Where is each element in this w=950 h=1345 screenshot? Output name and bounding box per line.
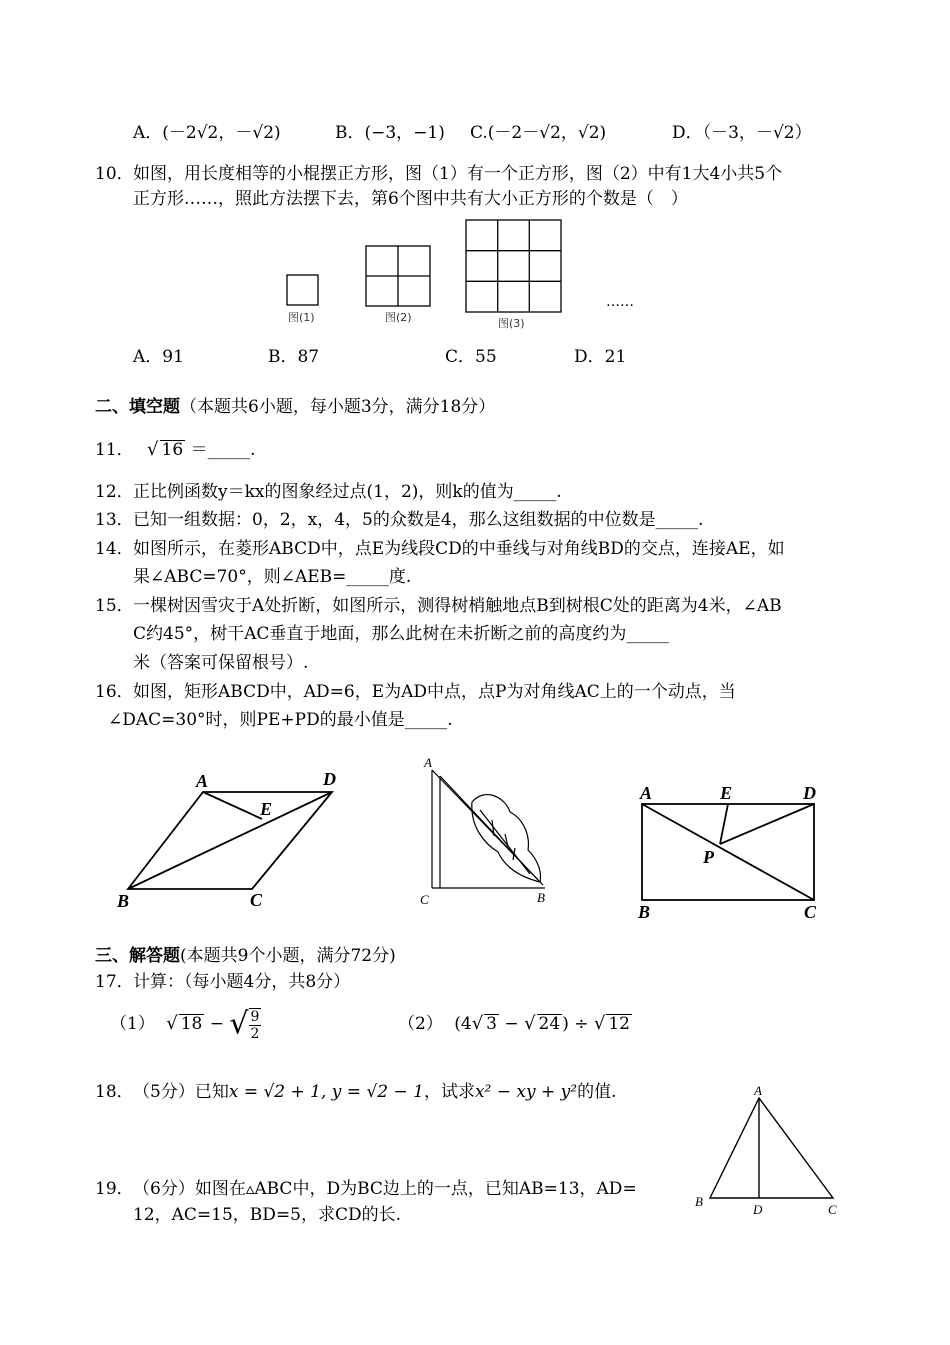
tri-label-a: A [754,1083,762,1098]
q11-sqrt: √ 16 [147,439,184,460]
q18-expression: x² − xy + y² [474,1082,578,1102]
q19-line1: （6分）如图在▵ABC中，D为BC边上的一点，已知AB=13，AD= [133,1179,637,1199]
q15-line2: C约45°，树干AC垂直于地面，那么此树在未折断之前的高度约为_____ [133,624,669,644]
rectangle-figure [630,780,830,925]
square-pattern-figures [280,215,580,330]
q18-suffix: 的值. [577,1082,617,1102]
rect-label-d: D [803,783,816,803]
q14-line2: 果∠ABC=70°，则∠AEB=_____度. [133,567,412,587]
q9-option-c: C.(－2－√2，√2) [470,123,607,143]
q9-option-d: D．（－3，－√2） [672,123,812,143]
q17-part2-radicand12: 12 [608,1014,630,1034]
q18-body [133,1080,617,1104]
q10-option-b: B．87 [268,347,320,367]
q9-option-a: A．(－2√2，－√2) [133,123,281,143]
rhombus-label-d: D [323,769,336,789]
section3-note: (本题共9个小题，满分72分) [180,946,396,966]
q9-option-b: B．(−3，−1) [335,123,445,143]
q11-number: 11． [95,440,134,460]
q17-part2-divide: ) ÷ [562,1014,594,1034]
q17-part2-label: （2） [398,1014,443,1034]
q10-option-c: C．55 [445,347,497,367]
fig3-caption: 图(3) [498,317,525,330]
rect-label-c: C [804,902,817,922]
triangle-abc [710,1098,833,1198]
q17-part1-sqrt-frac: √ $\frac{9}{2}$ [229,1006,260,1042]
continuation-dots: …… [606,294,634,310]
segment-ae [203,792,262,819]
q13-number: 13． [95,510,134,530]
q15-line1: 一棵树因雪灾于A处折断，如图所示，测得树梢触地点B到树根C处的距离为4米，∠AB [133,596,782,616]
tree-label-c: C [420,892,429,907]
q17-part1-minus: − [209,1014,225,1034]
rect-label-e: E [720,783,733,803]
q19-number: 19． [95,1179,134,1199]
q16-line2: ∠DAC=30°时，则PE+PD的最小值是_____. [108,710,453,730]
q17-part1 [110,1002,261,1047]
fig2-caption: 图(2) [385,311,412,324]
q15-number: 15． [95,596,134,616]
rhombus-label-e: E [260,799,273,819]
q17-part2-radicand24: 24 [538,1014,561,1034]
triangle-figure [690,1082,850,1222]
section2-note: （本题共6小题，每小题3分，满分18分） [180,397,496,417]
q10-line1: 如图，用长度相等的小棍摆正方形，图（1）有一个正方形，图（2）中有1大4小共5个 [133,164,783,184]
q11-text: ＝_____. [190,440,256,460]
section3-title: 三、解答题 [95,946,180,966]
q18-prefix: （5分）已知 [133,1082,229,1102]
fig1-caption: 图(1) [288,311,315,324]
q17-part1-label: （1） [110,1014,155,1034]
q18-mid: ，试求 [423,1082,475,1102]
q14-number: 14． [95,539,134,559]
q17-number: 17． [95,972,134,992]
q17-part2: （2） (4√ 3 − √ 24 ) ÷ √ 12 [398,1013,630,1034]
q17-part2-minus: − [499,1014,525,1034]
rect-label-a: A [640,783,653,803]
rhombus-figure [110,765,350,915]
q17-part1-denominator: 2 [250,1025,260,1042]
rect-label-p: P [703,847,714,867]
rect-label-b: B [638,902,651,922]
section2-heading [95,395,495,419]
tri-label-b: B [695,1194,703,1209]
q16-line1: 如图，矩形ABCD中，AD=6，E为AD中点，点P为对角线AC上的一个动点，当 [133,682,736,702]
q17-part1-sqrt18: √ 18 [166,1013,203,1034]
section3-heading [95,944,396,968]
q10-option-d: D．21 [574,347,627,367]
q12-text: 正比例函数y＝kx的图象经过点(1，2)，则k的值为_____. [133,482,562,502]
fallen-top-2 [440,776,538,880]
tree-figure [410,752,560,912]
q18-equation: x = √2 + 1, y = √2 − 1 [228,1082,424,1102]
fig1-square [287,275,318,305]
q11-radicand: 16 [161,440,184,460]
tree-label-b: B [537,890,545,905]
q13-text: 已知一组数据：0，2，x，4，5的众数是4，那么这组数据的中位数是_____. [133,510,704,530]
q19-line2: 12，AC=15，BD=5，求CD的长. [133,1205,402,1225]
rhombus-label-c: C [250,890,263,910]
q14-line1: 如图所示，在菱形ABCD中，点E为线段CD的中垂线与对角线BD的交点，连接AE，如 [133,539,785,559]
q17-part1-numerator: 9 [250,1008,260,1025]
tri-label-c: C [828,1202,837,1217]
diagonal-ac [642,804,814,900]
q11 [95,438,255,462]
q17-text: 计算：（每小题4分，共8分） [133,972,351,992]
fig3-grid [466,220,561,312]
diagonal-bd [128,792,332,889]
q16-number: 16． [95,682,134,702]
branch-line [480,810,530,874]
tri-label-d: D [753,1202,763,1217]
segment-pe [720,804,728,844]
tree-label-a: A [424,755,432,770]
segment-pd [720,804,814,844]
rhombus-label-b: B [117,891,130,911]
section2-title: 二、填空题 [95,397,180,417]
q17-part2-open: (4 [454,1014,472,1034]
q10-option-a: A．91 [133,347,184,367]
q10-line2: 正方形……，照此方法摆下去，第6个图中共有大小正方形的个数是（ ） [133,189,688,209]
fig2-grid [366,246,430,306]
q12-number: 12． [95,482,134,502]
q10-number: 10． [95,164,134,184]
q17-part2-radicand3: 3 [486,1014,497,1034]
q18-number: 18． [95,1082,134,1102]
q15-line3: 米（答案可保留根号）. [133,653,309,673]
q17-part1-radicand: 18 [180,1014,203,1034]
rhombus-label-a: A [196,771,209,791]
